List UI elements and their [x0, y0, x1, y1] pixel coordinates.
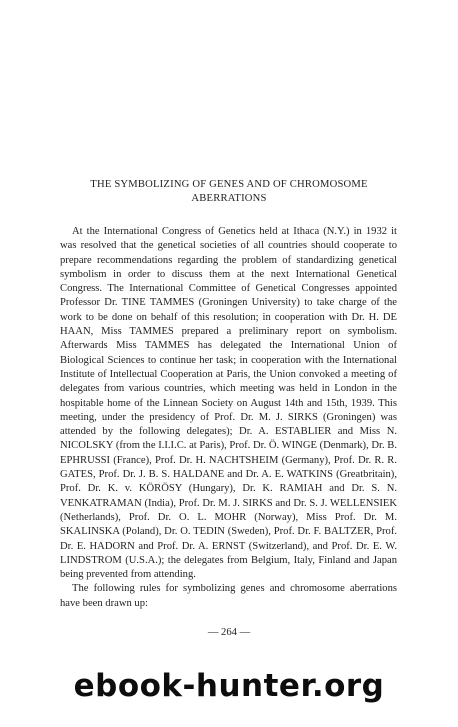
chapter-title: THE SYMBOLIZING OF GENES AND OF CHROMOSOME ABERRATIONS: [90, 179, 368, 204]
paragraph-rules-lead: The following rules for symbolizing genes and chromosome aberrations have been drawn up:: [60, 583, 397, 609]
body-text: [60, 225, 397, 611]
paragraph-intro: At the International Congress of Genetics held at Ithaca (N.Y.) in 1932 it was resolved that the genetical societies of all countries should cooperate to prepare recommendations regarding the problem of standardizing genetical symbolism in order to discuss them at the next International Genetical Congress. The International Committee of Genetical Congresses appointed Professor Dr. TINE TAMMES (Groningen University) to take charge of the work to be done on behalf of this resolution; in cooperation with Dr. H. DE HAAN, Miss TAMMES prepared a preliminary report on symbolism. Afterwards Miss TAMMES has delegated the International Union of Biological Sciences to continue her task; in cooperation with the International Institute of Intellectual Cooperation at Paris, the Union convoked a meeting of delegates from various countries, which meeting was held in London in the hospitable home of the Linnean Society on August 14th and 15th, 1939. This meeting, under the presidency of Prof. Dr. M. J. SIRKS (Groningen) was attended by the following delegates); Dr. A. ESTABLIER and Miss N. NICOLSKY (from the I.I.I.C. at Paris), Prof. Dr. Ö. WINGE (Denmark), Dr. B. EPHRUSSI (France), Prof. Dr. H. NACHTSHEIM (Germany), Prof. Dr. R. R. GATES, Prof. Dr. J. B. S. HALDANE and Dr. A. E. WATKINS (Greatbritain), Prof. Dr. K. v. KÖRÖSY (Hungary), Dr. K. RAMIAH and Dr. S. N. VENKATRAMAN (India), Prof. Dr. M. J. SIRKS and Dr. S. J. WELLENSIEK (Netherlands), Prof. Dr. O. L. MOHR (Norway), Miss Prof. Dr. M. SKALINSKA (Poland), Dr. O. TEDIN (Sweden), Prof. Dr. F. BALTZER, Prof. Dr. E. HADORN and Prof. Dr. A. ERNST (Switzerland), and Prof. Dr. E. W. LINDSTROM (U.S.A.); the delegates from Belgium, Italy, Finland and Japan being prevented from attending.: [60, 226, 397, 581]
page-number: — 264 —: [207, 627, 251, 638]
watermark: ebook-hunter.org: [73, 668, 385, 704]
